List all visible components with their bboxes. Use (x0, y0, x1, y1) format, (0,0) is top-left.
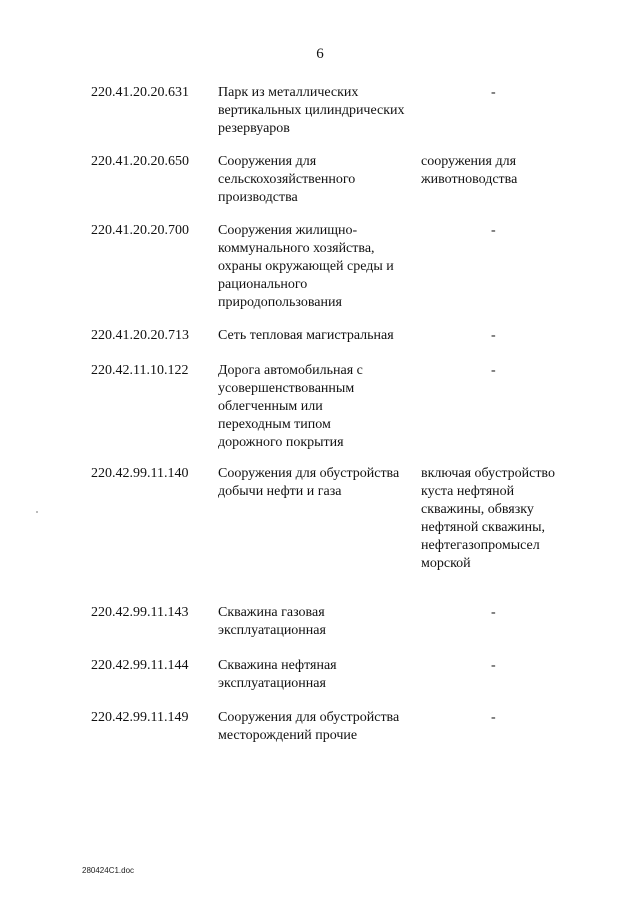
row-code: 220.42.99.11.140 (91, 466, 189, 481)
row-code: 220.42.99.11.143 (91, 605, 189, 620)
row-note: - (491, 85, 496, 100)
row-name: Сооружения жилищно-коммунального хозяйства, охраны окружающей среды и рационального природопользования (218, 223, 394, 310)
row-code: 220.42.99.11.144 (91, 658, 189, 673)
row-code: 220.42.99.11.149 (91, 710, 189, 725)
row-note: - (491, 363, 496, 378)
row-code: 220.41.20.20.631 (91, 85, 189, 100)
page-number: 6 (316, 46, 324, 62)
row-note: сооружения для животноводства (421, 154, 518, 187)
margin-mark (36, 511, 38, 513)
footer-filename: 280424C1.doc (82, 866, 135, 875)
row-note: - (491, 658, 496, 673)
row-name: Дорога автомобильная с усовершенствованным облегченным или переходным типом дорожного покрытия (218, 363, 363, 450)
row-note: - (491, 710, 496, 725)
row-name: Скважина газовая эксплуатационная (218, 605, 326, 638)
row-note: - (491, 328, 496, 343)
row-name: Сооружения для обустройства добычи нефти и газа (218, 466, 400, 499)
row-note: - (491, 223, 496, 238)
row-code: 220.41.20.20.650 (91, 154, 189, 169)
row-note: включая обустройство куста нефтяной скважины, обвязку нефтяной скважины, нефтегазопромысел морской (421, 466, 555, 571)
row-code: 220.41.20.20.713 (91, 328, 189, 343)
row-code: 220.42.11.10.122 (91, 363, 189, 378)
row-note: - (491, 605, 496, 620)
row-code: 220.41.20.20.700 (91, 223, 189, 238)
row-name: Скважина нефтяная эксплуатационная (218, 658, 337, 691)
row-name: Сооружения для обустройства месторождений прочие (218, 710, 400, 743)
row-name: Сеть тепловая магистральная (218, 328, 394, 343)
row-name: Парк из металлических вертикальных цилиндрических резервуаров (218, 85, 405, 136)
row-name: Сооружения для сельскохозяйственного производства (218, 154, 356, 205)
